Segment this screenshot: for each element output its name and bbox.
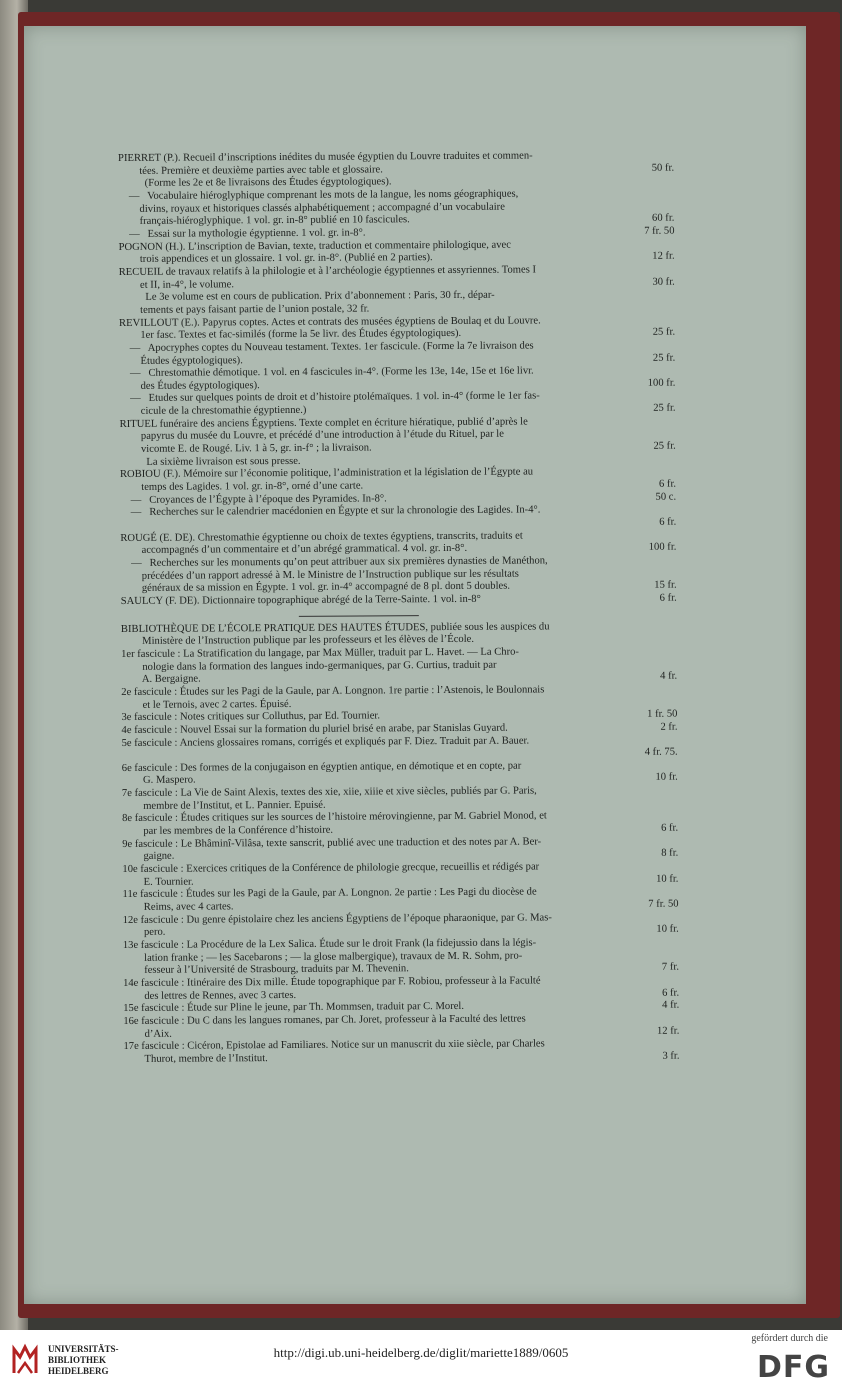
- entry-price: 6 fr.: [661, 822, 679, 834]
- entry-text: 6e fascicule : Des formes de la conjugaison en égyptien antique, en démotique et en copte, par: [121, 760, 522, 774]
- entry-price: 4 fr.: [662, 999, 680, 1011]
- entry-text: lation franke ; — les Sacebarons ; — la glose malbergique), travaux de M. R. Sohm, pro-: [122, 950, 523, 964]
- entry-price: 7 fr.: [661, 961, 680, 974]
- entry-text: par les membres de la Conférence d’histoire.: [122, 824, 334, 838]
- entry-text: précédées d’un rapport adressé à M. le Ministre de l’Instruction publique sur les résultats: [120, 568, 519, 582]
- entry-text: POGNON (H.). L’inscription de Bavian, texte, traduction et commentaire philologique, avec: [118, 239, 511, 253]
- catalogue-line: [121, 593, 677, 609]
- catalogue-section-authors: [118, 150, 677, 609]
- entry-text: fesseur à l’Université de Strasbourg, traduits par M. Thevenin.: [122, 963, 409, 977]
- entry-price: 50 fr.: [651, 162, 675, 174]
- entry-text: 1er fasc. Textes et fac-similés (forme la 5e livr. des Études égyptologiques).: [119, 328, 462, 342]
- entry-text: 8e fascicule : Études critiques sur les sources de l’histoire mérovingienne, par M. Gabriel Monod, et: [122, 810, 547, 825]
- entry-price: 25 fr.: [652, 326, 676, 338]
- entry-text: — Essai sur la mythologie égyptienne. 1 vol. gr. in-8°.: [118, 227, 366, 240]
- entry-text: 4e fascicule : Nouvel Essai sur la formation du pluriel brisé en arabe, par Stanislas Guyard.: [121, 722, 508, 736]
- entry-text: divins, royaux et historiques classés alphabétiquement ; accompagné d’un vocabulaire: [118, 201, 505, 215]
- entry-text: et II, in-4°, le volume.: [118, 278, 234, 291]
- entry-text: gaigne.: [122, 851, 175, 863]
- entry-text: 14e fascicule : Itinéraire des Dix mille. Étude topographique par F. Robiou, professeur à la Faculté: [123, 975, 541, 989]
- permalink-url[interactable]: http://digi.ub.uni-heidelberg.de/diglit/mariette1889/0605: [273, 1345, 569, 1360]
- dfg-logo: DFG: [756, 1350, 830, 1385]
- entry-price: 6 fr.: [659, 592, 677, 604]
- entry-text: et le Ternois, avec 2 cartes. Épuisé.: [121, 698, 292, 711]
- entry-price: 100 fr.: [648, 541, 677, 554]
- entry-text: Le 3e volume est en cours de publication. Prix d’abonnement : Paris, 30 fr., dépar-: [118, 289, 495, 304]
- entry-text: 5e fascicule : Anciens glossaires romans, corrigés et expliqués par F. Diez. Traduit par A. Bauer.: [121, 735, 530, 749]
- entry-price: 25 fr.: [653, 440, 676, 452]
- entry-text: trois appendices et un glossaire. 1 vol. gr. in-8°. (Publié en 2 parties).: [118, 252, 433, 266]
- entry-text: vicomte E. de Rougé. Liv. 1 à 5, gr. in-f° ; la livraison.: [119, 442, 372, 456]
- entry-text: Thurot, membre de l’Institut.: [123, 1053, 268, 1065]
- entry-text: — Recherches sur le calendrier macédonien en Égypte et sur la chronologie des Lagides. In-4°.: [120, 504, 541, 519]
- page-text: [118, 150, 680, 1067]
- entry-text: 2e fascicule : Études sur les Pagi de la Gaule, par A. Longnon. 1re partie : l’Astenois, le Boulonnais: [121, 684, 545, 698]
- entry-text: 1er fascicule : La Stratification du langage, par Max Müller, traduit par L. Havet. — La Chro-: [121, 646, 519, 660]
- entry-text: ROUGÉ (E. DE). Chrestomathie égyptienne ou choix de textes égyptiens, transcrits, traduits et: [120, 530, 523, 544]
- entry-price: 4 fr. 75.: [644, 746, 678, 758]
- entry-text: 7e fascicule : La Vie de Saint Alexis, textes des xie, xiie, xiiie et xive siècles, publiés par G. Paris,: [121, 785, 537, 800]
- entry-text: — Apocryphes coptes du Nouveau testament. Textes. 1er fascicule. (Forme la 7e livraison des: [119, 340, 534, 354]
- entry-text: temps des Lagides. 1 vol. gr. in-8°, orné d’une carte.: [120, 480, 364, 494]
- section-separator: [299, 615, 419, 617]
- logo-text-line-3: HEIDELBERG: [48, 1366, 109, 1376]
- entry-price: 7 fr. 50: [644, 225, 675, 237]
- entry-text: cicule de la chrestomathie égyptienne.): [119, 404, 307, 418]
- entry-text: 3e fascicule : Notes critiques sur Colluthus, par Ed. Tournier.: [121, 710, 381, 724]
- entry-text: pero.: [122, 927, 166, 939]
- entry-price: 30 fr.: [652, 276, 675, 288]
- entry-text: RITUEL funéraire des anciens Égyptiens. Texte complet en écriture hiératique, publié d’après le: [119, 416, 528, 430]
- entry-price: 60 fr.: [652, 212, 675, 225]
- entry-text: 13e fascicule : La Procédure de la Lex Salica. Étude sur le droit Frank (la fidejussio dans la légis-: [122, 937, 537, 951]
- entry-text: français-hiéroglyphique. 1 vol. gr. in-8° publié en 10 fascicules.: [118, 214, 410, 228]
- entry-text: La sixième livraison est sous presse.: [119, 455, 301, 468]
- entry-text: d’Aix.: [123, 1028, 172, 1040]
- entry-text: — Vocabulaire hiéroglyphique comprenant les mots de la langue, les noms géographiques,: [118, 188, 519, 202]
- entry-price: 10 fr.: [656, 873, 679, 885]
- entry-price: 15 fr.: [654, 579, 677, 592]
- entry-text: 9e fascicule : Le Bhâminî-Vilâsa, texte sanscrit, publié avec une traduction et des notes par A. Ber-: [122, 836, 542, 850]
- entry-price: 10 fr.: [656, 923, 679, 936]
- entry-price: 7 fr. 50: [648, 898, 679, 910]
- entry-text: 10e fascicule : Exercices critiques de la Conférence de philologie grecque, recueillis et rédigés par: [122, 861, 540, 876]
- entry-price: 1 fr. 50: [647, 708, 678, 720]
- entry-text: tements et pays faisant partie de l’union postale, 32 fr.: [118, 303, 370, 316]
- entry-text: — Chrestomathie démotique. 1 vol. en 4 fascicules in-4°. (Forme les 13e, 14e, 15e et 16e livr.: [119, 365, 534, 380]
- entry-text: 12e fascicule : Du genre épistolaire chez les anciens Égyptiens de l’époque pharaonique, par G. Mas-: [122, 912, 552, 926]
- entry-text: 17e fascicule : Cicéron, Epistolae ad Familiares. Notice sur un manuscrit du xiie siècle, par Charles: [123, 1038, 545, 1053]
- entry-price: 3 fr.: [662, 1050, 680, 1062]
- catalogue-section-bibliotheque: [121, 620, 680, 1066]
- entry-price: 10 fr.: [655, 772, 678, 784]
- entry-text: — Croyances de l’Égypte à l’époque des Pyramides. In-8°.: [120, 493, 387, 506]
- entry-text: tées. Première et deuxième parties avec table et glossaire.: [118, 164, 383, 177]
- entry-price: 12 fr.: [656, 1025, 680, 1037]
- entry-price: 8 fr.: [661, 847, 679, 860]
- funding-note: gefördert durch die: [751, 1333, 828, 1344]
- entry-text: Ministère de l’Instruction publique par les professeurs et les élèves de l’École.: [120, 634, 475, 648]
- logo-text-line-1: UNIVERSITÄTS-: [48, 1344, 119, 1354]
- entry-price: 6 fr.: [659, 516, 677, 528]
- entry-text: 11e fascicule : Études sur les Pagi de la Gaule, par A. Longnon. 2e partie : Les Pagi du diocèse de: [122, 886, 537, 901]
- entry-text: Reims, avec 4 cartes.: [122, 901, 234, 914]
- entry-text: accompagnés d’un commentaire et d’un abrégé grammatical. 4 vol. gr. in-8°.: [120, 543, 468, 557]
- entry-text: A. Bergaigne.: [121, 673, 201, 686]
- entry-text: ROBIOU (F.). Mémoire sur l’économie politique, l’administration et la législation de l’Égypte au: [119, 466, 534, 481]
- logo-text-line-2: BIBLIOTHEK: [48, 1355, 107, 1365]
- entry-price: 100 fr.: [647, 377, 676, 389]
- entry-text: nologie dans la formation des langues indo-germaniques, par G. Curtius, traduit par: [121, 659, 497, 673]
- entry-text: Études égyptologiques).: [119, 354, 243, 367]
- entry-text: (Forme les 2e et 8e livraisons des Études égyptologiques).: [118, 176, 392, 190]
- entry-text: BIBLIOTHÈQUE DE L’ÉCOLE PRATIQUE DES HAUTES ÉTUDES, publiée sous les auspices du: [120, 620, 550, 635]
- entry-text: des lettres de Rennes, avec 3 cartes.: [123, 989, 297, 1002]
- entry-text: papyrus du musée du Louvre, et précédé d’une introduction à l’étude du Rituel, par le: [119, 429, 504, 443]
- entry-text: — Recherches sur les monuments qu’on peut attribuer aux six premières dynasties de Manéthon,: [120, 555, 548, 569]
- entry-text: généraux de sa mission en Égypte. 1 vol. gr. in-4° accompagné de 8 pl. dont 5 doubles.: [120, 580, 511, 595]
- entry-price: 6 fr.: [658, 478, 677, 490]
- entry-text: — Etudes sur quelques points de droit et d’histoire ptolémaïques. 1 vol. in-4° (forme le 1er fas-: [119, 390, 540, 405]
- entry-price: 50 c.: [655, 491, 677, 503]
- entry-price: 25 fr.: [653, 402, 676, 414]
- entry-price: 12 fr.: [652, 250, 675, 262]
- entry-text: RECUEIL de travaux relatifs à la philologie et à l’archéologie égyptiennes et assyriennes. Tomes I: [118, 264, 537, 278]
- entry-text: des Études égyptologiques).: [119, 379, 260, 392]
- entry-text: 15e fascicule : Étude sur Pline le jeune, par Th. Mommsen, traduit par C. Morel.: [123, 1001, 465, 1015]
- entry-text: PIERRET (P.). Recueil d’inscriptions inédites du musée égyptien du Louvre traduites et commen-: [118, 150, 533, 164]
- entry-text: SAULCY (F. DE). Dictionnaire topographique abrégé de la Terre-Sainte. 1 vol. in-8°: [120, 593, 481, 607]
- entry-text: G. Maspero.: [121, 775, 196, 787]
- entry-price: 2 fr.: [660, 721, 678, 733]
- entry-price: 4 fr.: [660, 670, 678, 682]
- entry-price: 6 fr.: [662, 987, 680, 999]
- entry-text: E. Tournier.: [122, 876, 194, 888]
- entry-price: 25 fr.: [652, 352, 676, 364]
- entry-text: REVILLOUT (E.). Papyrus coptes. Actes et contrats des musées égyptiens de Boulaq et du Louvre.: [119, 314, 541, 329]
- entry-text: 16e fascicule : Du C dans les langues romanes, par Ch. Joret, professeur à la Faculté des lettres: [123, 1013, 526, 1027]
- entry-text: membre de l’Institut, et L. Pannier. Epuisé.: [121, 799, 326, 812]
